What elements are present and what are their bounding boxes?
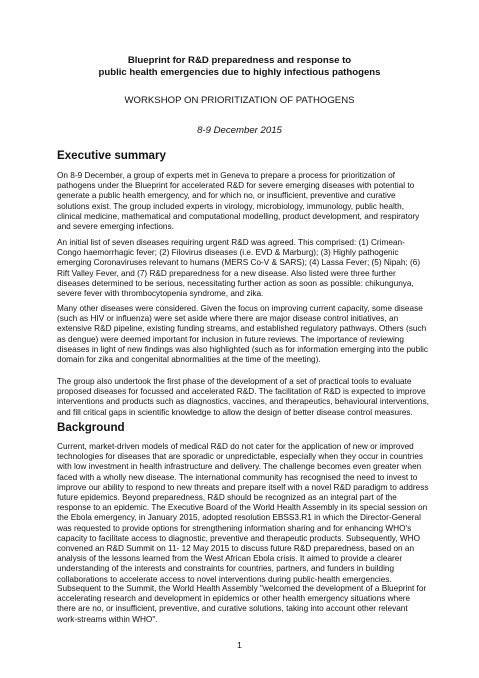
- title-line-1: Blueprint for R&D preparedness and response to: [127, 55, 352, 66]
- document-title: [0, 55, 479, 79]
- background-heading: Background: [57, 421, 125, 434]
- workshop-subtitle: WORKSHOP ON PRIORITIZATION OF PATHOGENS: [124, 95, 355, 106]
- document-date: 8-9 December 2015: [197, 125, 282, 136]
- summary-paragraph-1: On 8-9 December, a group of experts met in Geneva to prepare a process for prioritization of pathogens under the Blueprint for accelerated R&D for severe emerging diseases with potential to generate a public health emergency, and for which no, or insufficient, preventive and curative solutions exist. The group included experts in virology, microbiology, immunology, public health, clinical medicine, mathematical and computational modelling, product development, and respiratory and severe emerging infections.: [57, 171, 420, 232]
- summary-paragraph-4: The group also undertook the first phase of the development of a set of practical tools to evaluate proposed diseases for focussed and accelerated R&D. The facilitation of R&D is expected to improve interventions and products such as diagnostics, vaccines, and therapeutics, behavioural interventions, and fill critical gaps in scientific knowledge to allow the design of better disease control measures.: [57, 377, 429, 417]
- summary-paragraph-2: An initial list of seven diseases requiring urgent R&D was agreed. This comprised: (1) Crimean-Congo haemorrhagic fever; (2) Filovirus diseases (i.e. EVD & Marburg); (3) Highly pathogenic emerging Coronaviruses relevant to humans (MERS Co-V & SARS); (4) Lassa Fever; (5) Nipah; (6) Rift Valley Fever, and (7) R&D preparedness for a new disease. Also listed were three further diseases determined to be serious, necessitating further action as soon as possible: chikungunya, severe fever with thrombocytopenia syndrome, and zika.: [57, 238, 421, 299]
- title-line-2: public health emergencies due to highly infectious pathogens: [98, 67, 381, 78]
- summary-paragraph-3: Many other diseases were considered. Given the focus on improving current capacity, some disease (such as HIV or influenza) were set aside where there are major disease control initiatives, an extensive R&D pipeline, existing funding streams, and established regulatory pathways. Others (such as dengue) were deemed important for inclusion in future reviews. The importance of reviewing diseases in light of new findings was also highlighted (such as for information emerging into the public domain for zika and congenital abnormalities at the time of the meeting).: [57, 304, 429, 365]
- page-number: 1: [237, 640, 242, 650]
- background-paragraph-2: Subsequent to the Summit, the World Health Assembly "welcomed the development of a Blueprint for accelerating research and development in epidemics or other health emergency situations where there are no, or insufficient, preventive, and curative solutions, taking into account other relevant work-streams within WHO".: [57, 584, 427, 624]
- background-paragraph-1: Current, market-driven models of medical R&D do not cater for the application of new or improved technologies for diseases that are sporadic or unpredictable, especially when they occur in countries with low investment in health infrastructure and delivery. The challenge becomes even greater when faced with a wholly new disease. The international community has recognised the need to invest to improve our ability to respond to new threats and prepare itself with a novel R&D paradigm to address future epidemics. Beyond preparedness, R&D should be recognized as an integral part of the response to an epidemic. The Executive Board of the World Health Assembly in its special session on the Ebola emergency, in January 2015, adopted resolution EBSS3.R1 in which the Director-General was requested to provide options for strengthening information sharing and for enhancing WHO's capacity to facilitate access to diagnostic, preventive and therapeutic products. Subsequently, WHO convened an R&D Summit on 11- 12 May 2015 to discuss future R&D preparedness, based on an analysis of the lessons learned from the West African Ebola crisis. It aimed to provide a clearer understanding of the interests and constraints for countries, partners, and funders in building collaborations to accelerate access to novel interventions during public-health emergencies.: [57, 442, 429, 584]
- executive-summary-heading: Executive summary: [57, 149, 166, 162]
